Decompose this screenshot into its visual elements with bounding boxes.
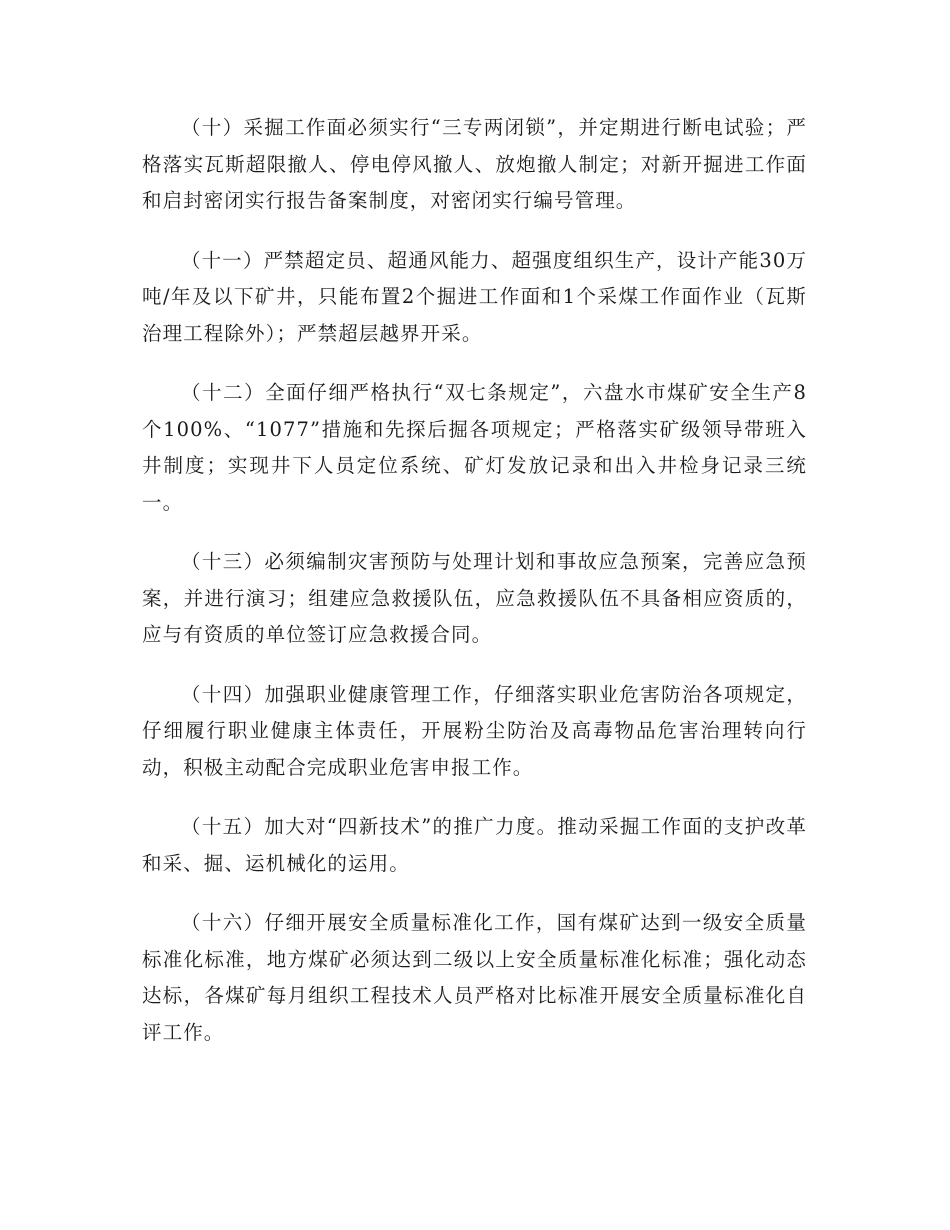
paragraph-14: （十四）加强职业健康管理工作，仔细落实职业危害防治各项规定，仔细履行职业健康主体责任，开展粉尘防治及高毒物品危害治理转向行动，积极主动配合完成职业危害申报工作。 [142, 682, 807, 779]
paragraph-11: （十一）严禁超定员、超通风能力、超强度组织生产，设计产能30万吨/年及以下矿井，只能布置2个掘进工作面和1个采煤工作面作业（瓦斯治理工程除外）；严禁超层越界开采。 [142, 248, 807, 345]
paragraph-10: （十）采掘工作面必须实行“三专两闭锁”，并定期进行断电试验；严格落实瓦斯超限撤人、停电停风撤人、放炮撤人制定；对新开掘进工作面和启封密闭实行报告备案制度，对密闭实行编号管理。 [142, 116, 807, 212]
paragraph-15: （十五）加大对“四新技术”的推广力度。推动采掘工作面的支护改革和采、掘、运机械化的运用。 [142, 815, 807, 875]
document-body [142, 110, 807, 1074]
paragraph-12: （十二）全面仔细严格执行“双七条规定”，六盘水市煤矿安全生产8个100%、“1077”措施和先探后掘各项规定；严格落实矿级领导带班入井制度；实现井下人员定位系统、矿灯发放记录和出入井检身记录三统一。 [142, 381, 807, 514]
paragraph-16: （十六）仔细开展安全质量标准化工作，国有煤矿达到一级安全质量标准化标准，地方煤矿必须达到二级以上安全质量标准化标准；强化动态达标，各煤矿每月组织工程技术人员严格对比标准开展安全质量标准化自评工作。 [142, 911, 807, 1044]
paragraph-13: （十三）必须编制灾害预防与处理计划和事故应急预案，完善应急预案，并进行演习；组建应急救援队伍，应急救援队伍不具备相应资质的，应与有资质的单位签订应急救援合同。 [142, 550, 807, 646]
